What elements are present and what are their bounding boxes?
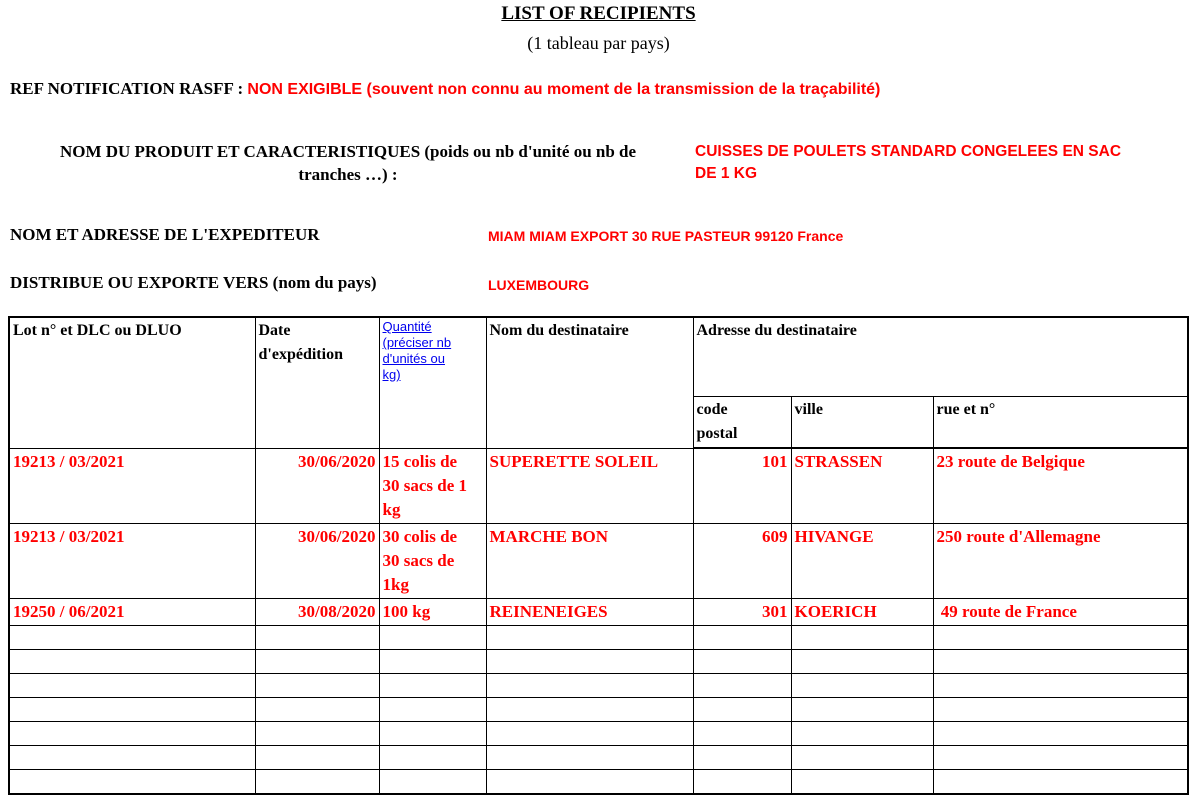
empty-cell [255, 697, 379, 721]
empty-row [9, 673, 1188, 697]
empty-cell [791, 673, 933, 697]
empty-row [9, 649, 1188, 673]
empty-cell [379, 721, 486, 745]
empty-row [9, 697, 1188, 721]
empty-cell [486, 697, 693, 721]
empty-cell [9, 625, 255, 649]
empty-cell [791, 649, 933, 673]
empty-cell [933, 769, 1188, 794]
empty-cell [791, 745, 933, 769]
empty-cell [693, 721, 791, 745]
empty-cell [791, 721, 933, 745]
empty-cell [379, 649, 486, 673]
empty-cell [9, 649, 255, 673]
product-value-line2: DE 1 KG [695, 165, 758, 182]
empty-cell [9, 745, 255, 769]
header-nom: Nom du destinataire [486, 317, 693, 448]
product-label-line1: NOM DU PRODUIT ET CARACTERISTIQUES (poids ou nb d'unité ou nb de [59, 142, 637, 161]
empty-cell [933, 697, 1188, 721]
cell-rue: 250 route d'Allemagne [933, 523, 1188, 598]
recipients-table [8, 316, 1189, 795]
empty-row [9, 721, 1188, 745]
empty-cell [379, 673, 486, 697]
empty-cell [933, 745, 1188, 769]
empty-cell [486, 769, 693, 794]
destination-value: LUXEMBOURG [488, 277, 590, 293]
cell-nom: REINENEIGES [486, 598, 693, 625]
empty-cell [933, 721, 1188, 745]
table-row [9, 598, 1188, 625]
empty-cell [255, 673, 379, 697]
empty-cell [693, 745, 791, 769]
cell-quantity: 30 colis de 30 sacs de 1kg [379, 523, 486, 598]
empty-cell [486, 625, 693, 649]
product-value [695, 141, 1190, 185]
empty-cell [693, 625, 791, 649]
empty-cell [379, 697, 486, 721]
expediteur-label: NOM ET ADRESSE DE L'EXPEDITEUR [10, 225, 320, 244]
header-adresse: Adresse du destinataire [693, 317, 1188, 397]
quantity-link[interactable]: Quantité (préciser nb d'unités ou kg) [382, 319, 452, 382]
empty-cell [486, 745, 693, 769]
empty-cell [933, 649, 1188, 673]
cell-ville: HIVANGE [791, 523, 933, 598]
empty-cell [693, 673, 791, 697]
header-code-postal: code postal [693, 397, 791, 449]
empty-cell [379, 625, 486, 649]
empty-cell [379, 769, 486, 794]
empty-cell [486, 673, 693, 697]
cell-lot: 19213 / 03/2021 [9, 448, 255, 523]
cell-code: 301 [693, 598, 791, 625]
table-row [9, 448, 1188, 523]
empty-cell [9, 673, 255, 697]
header-lot: Lot n° et DLC ou DLUO [9, 317, 255, 448]
destination-label: DISTRIBUE OU EXPORTE VERS (nom du pays) [10, 273, 377, 292]
empty-cell [9, 769, 255, 794]
cell-rue: 23 route de Belgique [933, 448, 1188, 523]
empty-cell [933, 673, 1188, 697]
empty-cell [486, 649, 693, 673]
empty-cell [791, 769, 933, 794]
ref-notification-label: REF NOTIFICATION RASFF : [10, 79, 248, 98]
empty-row [9, 745, 1188, 769]
empty-cell [693, 649, 791, 673]
empty-cell [791, 625, 933, 649]
cell-ville: STRASSEN [791, 448, 933, 523]
empty-cell [379, 745, 486, 769]
cell-code: 609 [693, 523, 791, 598]
expediteur-value: MIAM MIAM EXPORT 30 RUE PASTEUR 99120 France [488, 228, 844, 244]
cell-lot: 19213 / 03/2021 [9, 523, 255, 598]
empty-cell [255, 649, 379, 673]
cell-quantity: 100 kg [379, 598, 486, 625]
empty-cell [791, 697, 933, 721]
header-rue: rue et n° [933, 397, 1188, 449]
cell-code: 101 [693, 448, 791, 523]
product-label [10, 140, 686, 186]
empty-cell [933, 625, 1188, 649]
page-title: LIST OF RECIPIENTS [501, 3, 696, 24]
cell-nom: SUPERETTE SOLEIL [486, 448, 693, 523]
cell-lot: 19250 / 06/2021 [9, 598, 255, 625]
product-label-line2: tranches …) : [298, 165, 398, 184]
page-subtitle: (1 tableau par pays) [527, 33, 670, 53]
table-header-row [9, 317, 1188, 397]
empty-cell [255, 721, 379, 745]
header-quantity[interactable] [379, 317, 486, 448]
table-row [9, 523, 1188, 598]
empty-cell [486, 721, 693, 745]
ref-notification-value: NON EXIGIBLE (souvent non connu au moment de la transmission de la traçabilité) [247, 81, 881, 98]
header-ville: ville [791, 397, 933, 449]
empty-cell [9, 721, 255, 745]
cell-quantity: 15 colis de 30 sacs de 1 kg [379, 448, 486, 523]
cell-date: 30/06/2020 [255, 448, 379, 523]
product-value-line1: CUISSES DE POULETS STANDARD CONGELEES EN SAC [695, 143, 1122, 160]
empty-cell [693, 769, 791, 794]
cell-rue: 49 route de France [933, 598, 1188, 625]
empty-row [9, 625, 1188, 649]
empty-cell [255, 745, 379, 769]
cell-date: 30/08/2020 [255, 598, 379, 625]
empty-cell [255, 625, 379, 649]
header-date: Date d'expédition [255, 317, 379, 448]
cell-nom: MARCHE BON [486, 523, 693, 598]
cell-ville: KOERICH [791, 598, 933, 625]
empty-row [9, 769, 1188, 794]
cell-date: 30/06/2020 [255, 523, 379, 598]
empty-cell [9, 697, 255, 721]
ref-notification [10, 79, 880, 99]
empty-cell [693, 697, 791, 721]
empty-cell [255, 769, 379, 794]
